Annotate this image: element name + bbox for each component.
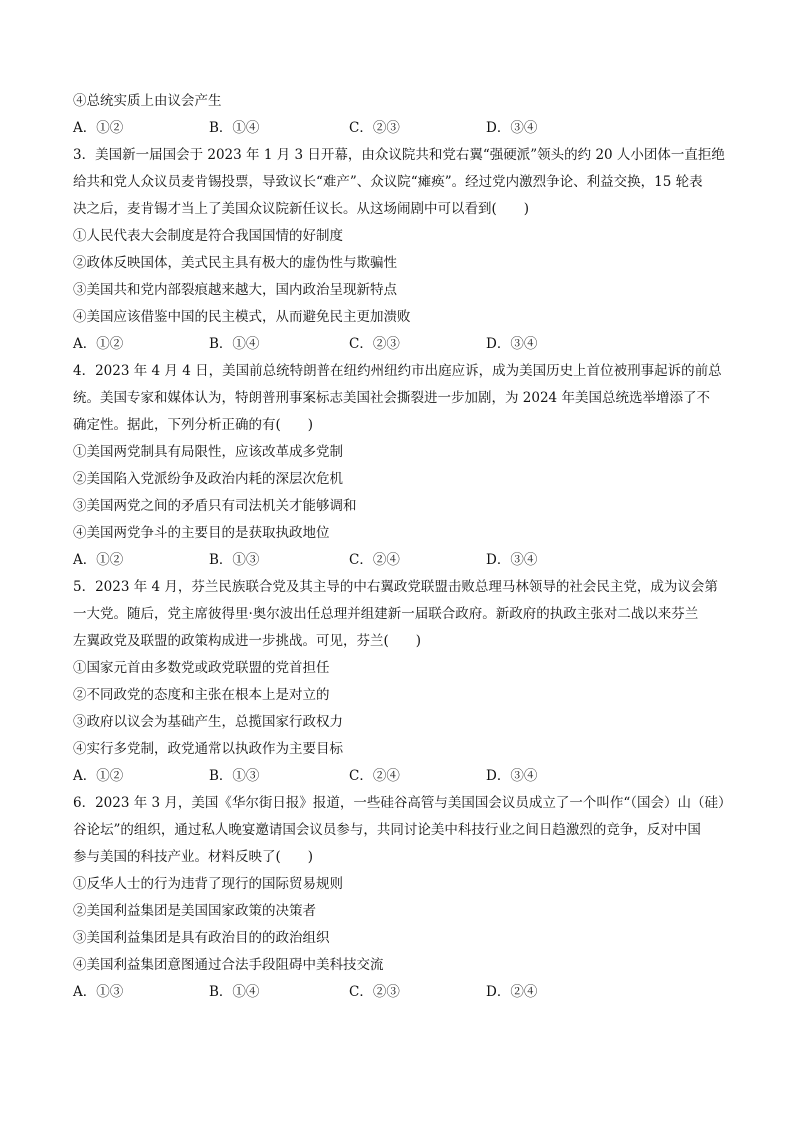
q6-answer-d: D．②④	[486, 984, 538, 1000]
q5-option-1: ①国家元首由多数党或政党联盟的党首担任	[73, 660, 330, 676]
q4-option-4: ④美国两党争斗的主要目的是获取执政地位	[73, 525, 330, 541]
q6-answer-c: C．②③	[349, 984, 400, 1000]
q6-answer-a: A．①③	[73, 984, 124, 1000]
q3-stem-line-1: 3．美国新一届国会于 2023 年 1 月 3 日开幕，由众议院共和党右翼“强硬派”领头的约 20 人小团体一直拒绝	[73, 147, 725, 163]
q5-answer-row	[73, 763, 723, 790]
q4-answer-row	[73, 547, 723, 574]
q5-option-3: ③政府以议会为基础产生，总揽国家行政权力	[73, 714, 343, 730]
q6-stem-line-2: 谷论坛”的组织，通过私人晚宴邀请国会议员参与，共同讨论美中科技行业之间日趋激烈的竞争，反对中国	[73, 822, 701, 838]
q3-option-2: ②政体反映国体，美式民主具有极大的虚伪性与欺骗性	[73, 255, 397, 271]
q6-option-2: ②美国利益集团是美国国家政策的决策者	[73, 903, 316, 919]
q4-option-2: ②美国陷入党派纷争及政治内耗的深层次危机	[73, 471, 343, 487]
q2-answer-d: D．③④	[486, 120, 538, 136]
q4-answer-a: A．①②	[73, 552, 124, 568]
q4-answer-d: D．③④	[486, 552, 538, 568]
q3-answer-b: B．①④	[209, 336, 260, 352]
q6-option-4: ④美国利益集团意图通过合法手段阻碍中美科技交流	[73, 957, 384, 973]
q4-option-1: ①美国两党制具有局限性，应该改革成多党制	[73, 444, 343, 460]
q5-answer-a: A．①②	[73, 768, 124, 784]
q2-option-4: ④总统实质上由议会产生	[73, 93, 222, 109]
q6-stem-line-3: 参与美国的科技产业。材料反映了( )	[73, 849, 314, 865]
q5-option-2: ②不同政党的态度和主张在根本上是对立的	[73, 687, 330, 703]
q5-stem-line-2: 一大党。随后，党主席彼得里·奥尔波出任总理并组建新一届联合政府。新政府的执政主张对二战以来芬兰	[73, 606, 699, 622]
q6-stem-line-1: 6．2023 年 3 月，美国《华尔街日报》报道，一些硅谷高管与美国国会议员成立了一个叫作“（国会）山（硅）	[73, 795, 732, 811]
q5-option-4: ④实行多党制，政党通常以执政作为主要目标	[73, 741, 343, 757]
q2-answer-row	[73, 115, 723, 142]
q3-stem-line-3: 决之后，麦肯锡才当上了美国众议院新任议长。从这场闹剧中可以看到( )	[73, 201, 530, 217]
q4-option-3: ③美国两党之间的矛盾只有司法机关才能够调和	[73, 498, 357, 514]
exam-page	[73, 88, 732, 1006]
q3-answer-a: A．①②	[73, 336, 124, 352]
q3-option-3: ③美国共和党内部裂痕越来越大，国内政治呈现新特点	[73, 282, 397, 298]
q2-answer-c: C．②③	[349, 120, 400, 136]
q6-answer-b: B．①④	[209, 984, 260, 1000]
q4-answer-b: B．①③	[209, 552, 260, 568]
q5-answer-d: D．③④	[486, 768, 538, 784]
q4-answer-c: C．②④	[349, 552, 400, 568]
q5-answer-b: B．①③	[209, 768, 260, 784]
q6-answer-row	[73, 979, 723, 1006]
q4-stem-line-1: 4．2023 年 4 月 4 日，美国前总统特朗普在纽约州纽约市出庭应诉，成为美国历史上首位被刑事起诉的前总	[73, 363, 722, 379]
q5-stem-line-1: 5．2023 年 4 月，芬兰民族联合党及其主导的中右翼政党联盟击败总理马林领导的社会民主党，成为议会第	[73, 579, 718, 595]
q3-option-1: ①人民代表大会制度是符合我国国情的好制度	[73, 228, 343, 244]
q3-answer-c: C．②③	[349, 336, 400, 352]
q5-stem-line-3: 左翼政党及联盟的政策构成进一步挑战。可见，芬兰( )	[73, 633, 422, 649]
q3-answer-row	[73, 331, 723, 358]
q3-answer-d: D．③④	[486, 336, 538, 352]
q6-option-1: ①反华人士的行为违背了现行的国际贸易规则	[73, 876, 343, 892]
q5-answer-c: C．②④	[349, 768, 400, 784]
q3-option-4: ④美国应该借鉴中国的民主模式，从而避免民主更加溃败	[73, 309, 411, 325]
q4-stem-line-3: 确定性。据此，下列分析正确的有( )	[73, 417, 314, 433]
q4-stem-line-2: 统。美国专家和媒体认为，特朗普刑事案标志美国社会撕裂进一步加剧，为 2024 年美国总统选举增添了不	[73, 390, 710, 406]
q2-answer-b: B．①④	[209, 120, 260, 136]
q6-option-3: ③美国利益集团是具有政治目的的政治组织	[73, 930, 330, 946]
q3-stem-line-2: 给共和党人众议员麦肯锡投票，导致议长“难产”、众议院“瘫痪”。经过党内激烈争论、利益交换，15 轮表	[73, 174, 703, 190]
q2-answer-a: A．①②	[73, 120, 124, 136]
